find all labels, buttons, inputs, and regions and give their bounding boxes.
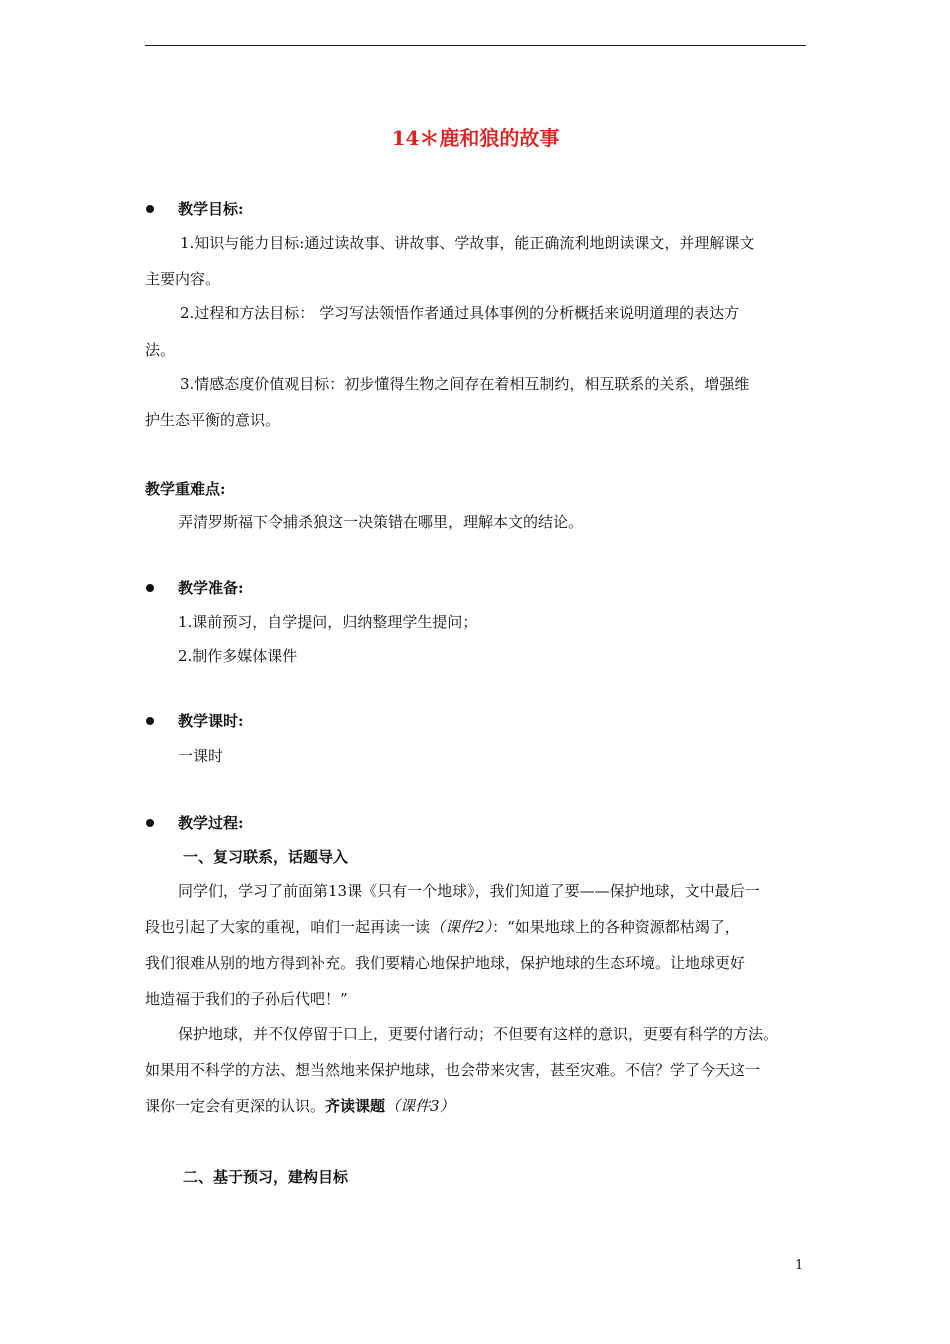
page-number: 1	[795, 1258, 804, 1273]
paragraph-1-line-4: 地造福于我们的子孙后代吧！”	[145, 990, 348, 1008]
bullet-icon	[146, 717, 154, 725]
key-points-heading: 教学重难点:	[145, 480, 226, 498]
courseware-ref-3: （课件3）	[385, 1097, 455, 1115]
bullet-icon	[146, 584, 154, 592]
paragraph-1-line-3: 我们很难从别的地方得到补充。我们要精心地保护地球，保护地球的生态环境。让地球更好	[145, 954, 746, 972]
preparation-item-1: 1.课前预习，自学提问，归纳整理学生提问；	[178, 613, 478, 631]
section-1-heading: 一、复习联系，话题导入	[183, 848, 349, 866]
duration-text: 一课时	[178, 747, 224, 765]
preparation-item-2: 2.制作多媒体课件	[178, 647, 298, 665]
process-heading: 教学过程:	[178, 814, 244, 832]
goal-3-line-2: 护生态平衡的意识。	[145, 411, 281, 429]
header-rule	[145, 45, 806, 46]
goal-2-line-2: 法。	[145, 341, 176, 359]
paragraph-2-line-2: 如果用不科学的方法、想当然地来保护地球，也会带来灾害，甚至灾难。不信？学了今天这一	[145, 1061, 761, 1079]
paragraph-1-line-2-quote: ：“如果地球上的各种资源都枯竭了，	[492, 918, 740, 936]
read-title-instruction: 齐读课题	[325, 1097, 386, 1115]
paragraph-2-line-3-text: 课你一定会有更深的认识。	[145, 1097, 326, 1115]
paragraph-2-line-3	[145, 1095, 455, 1117]
paragraph-2-line-1: 保护地球，并不仅停留于口上，更要付诸行动；不但要有这样的意识，更要有科学的方法。	[178, 1025, 779, 1043]
key-points-text: 弄清罗斯福下令捕杀狼这一决策错在哪里，理解本文的结论。	[178, 513, 584, 531]
goals-heading: 教学目标:	[178, 200, 244, 218]
bullet-icon	[146, 819, 154, 827]
paragraph-1-line-1: 同学们，学习了前面第13课《只有一个地球》，我们知道了要——保护地球，文中最后一	[178, 882, 760, 900]
section-2-heading: 二、基于预习，建构目标	[183, 1168, 349, 1186]
goal-1-line-2: 主要内容。	[145, 270, 221, 288]
preparation-heading: 教学准备:	[178, 579, 244, 597]
goal-3-line-1: 3.情感态度价值观目标：初步懂得生物之间存在着相互制约，相互联系的关系，增强维	[180, 375, 750, 393]
paragraph-1-line-2	[145, 916, 740, 938]
goal-2-line-1: 2.过程和方法目标： 学习写法领悟作者通过具体事例的分析概括来说明道理的表达方	[180, 304, 740, 322]
courseware-ref-2: （课件2）	[430, 918, 493, 936]
paragraph-1-line-2-text: 段也引起了大家的重视，咱们一起再读一读	[145, 918, 431, 936]
page-title: 14＊鹿和狼的故事	[391, 126, 560, 150]
duration-heading: 教学课时:	[178, 712, 244, 730]
bullet-icon	[146, 205, 154, 213]
goal-1-line-1: 1.知识与能力目标:通过读故事、讲故事、学故事，能正确流利地朗读课文，并理解课文	[180, 234, 755, 252]
